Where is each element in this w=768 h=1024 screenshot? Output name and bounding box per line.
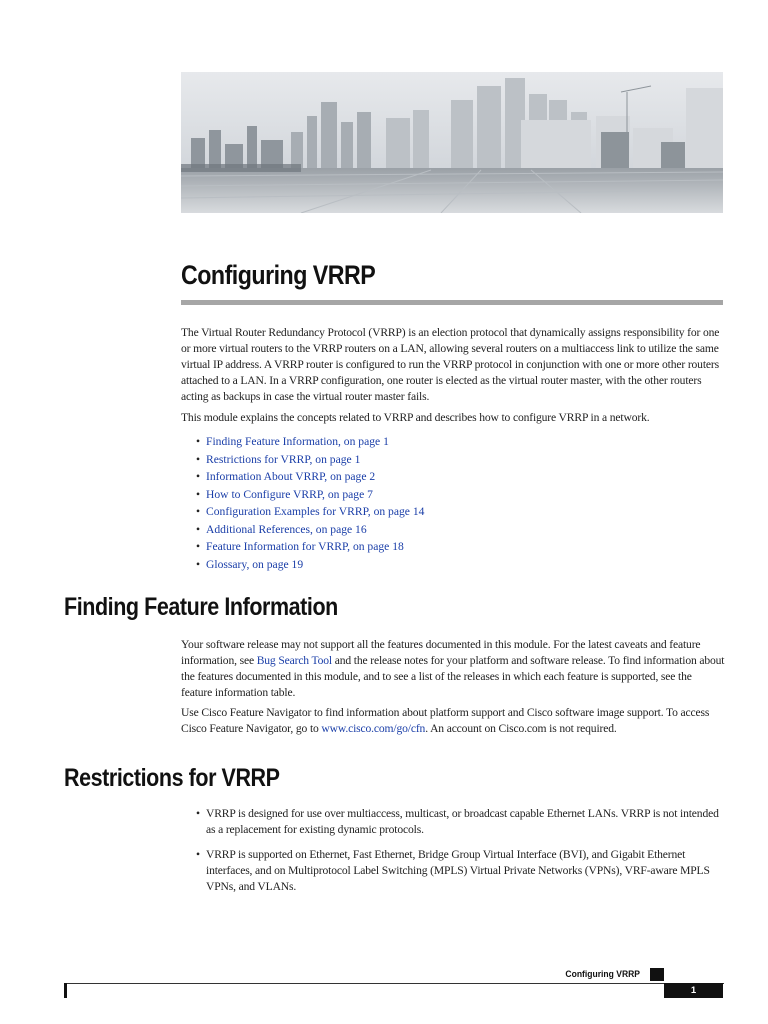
restrictions-list-2 [198,847,726,895]
restriction-item: • VRRP is designed for use over multiaccess, multicast, or broadcast capable Ethernet LANs. VRRP is not intended as a replacement for existing dynamic protocols. [198,806,726,838]
toc-link-configuration-examples[interactable]: Configuration Examples for VRRP, on page 14 [206,505,425,518]
cisco-feature-navigator-link[interactable]: www.cisco.com/go/cfn [321,721,426,735]
module-overview-paragraph: This module explains the concepts related to VRRP and describes how to configure VRRP in a network. [181,411,650,424]
toc-item [198,468,424,486]
section-heading-restrictions: Restrictions for VRRP [64,764,280,792]
finding-p2-text-after: . An account on Cisco.com is not required. [425,721,617,735]
finding-paragraph-1 [181,637,725,701]
toc-item [198,433,424,451]
banner-image [181,72,723,213]
footer-marker [650,968,664,981]
toc-list [198,433,424,573]
section-heading-finding-feature-information: Finding Feature Information [64,593,338,621]
title-rule [181,300,723,305]
restrictions-list-1 [198,806,726,838]
toc-item [198,538,424,556]
toc-link-glossary[interactable]: Glossary, on page 19 [206,557,304,571]
toc-item [198,503,424,521]
bug-search-tool-link[interactable]: Bug Search Tool [256,653,332,667]
toc-link-additional-references[interactable]: Additional References, on page 16 [206,522,367,536]
intro-paragraph: The Virtual Router Redundancy Protocol (VRRP) is an election protocol that dynamically assigns responsibility for one or more virtual routers to the VRRP routers on a LAN, allowing several routers on a multiaccess link to utilize the same virtual IP address. A VRRP router is configured to run the VRRP protocol in conjunction with one or more other routers attached to a LAN. In a VRRP configuration, one router is elected as the virtual router master, with the other routers acting as backups in case the virtual router master fails. [181,326,720,403]
finding-paragraph-2 [181,705,725,737]
toc-item [198,521,424,539]
toc-link-information-about-vrrp[interactable]: Information About VRRP, on page 2 [206,470,376,483]
footer-rule [64,983,724,984]
finding-p1-text-before: Your software release may not support all the features documented in this module. For the latest caveats and feature information, see [181,638,701,667]
footer-left-tick [64,983,67,998]
chapter-title: Configuring VRRP [181,260,376,290]
finding-p1-text-after: and the release notes for your platform and software release. To find information about the features documented in this module, and to see a list of the releases in which each feature is supported, see the feature information table. [181,653,725,699]
toc-link-finding-feature-information[interactable]: Finding Feature Information, on page 1 [206,435,389,448]
restriction-item: • VRRP is supported on Ethernet, Fast Ethernet, Bridge Group Virtual Interface (BVI), and Gigabit Ethernet interfaces, and on Multiprotocol Label Switching (MPLS) Virtual Private Networks (VPNs), VRF-aware MPLS VPNs, and VLANs. [198,847,726,895]
finding-p2-text-before: Use Cisco Feature Navigator to find information about platform support and Cisco software image support. To access Cisco Feature Navigator, go to [181,706,710,735]
toc-link-feature-information[interactable]: Feature Information for VRRP, on page 18 [206,540,404,553]
toc-item [198,556,424,574]
toc-link-restrictions[interactable]: Restrictions for VRRP, on page 1 [206,452,361,466]
toc-link-how-to-configure[interactable]: How to Configure VRRP, on page 7 [206,487,373,501]
footer-chapter-label: Configuring VRRP [565,969,640,980]
toc-item [198,451,424,469]
page-number: 1 [664,983,723,998]
toc-item [198,486,424,504]
